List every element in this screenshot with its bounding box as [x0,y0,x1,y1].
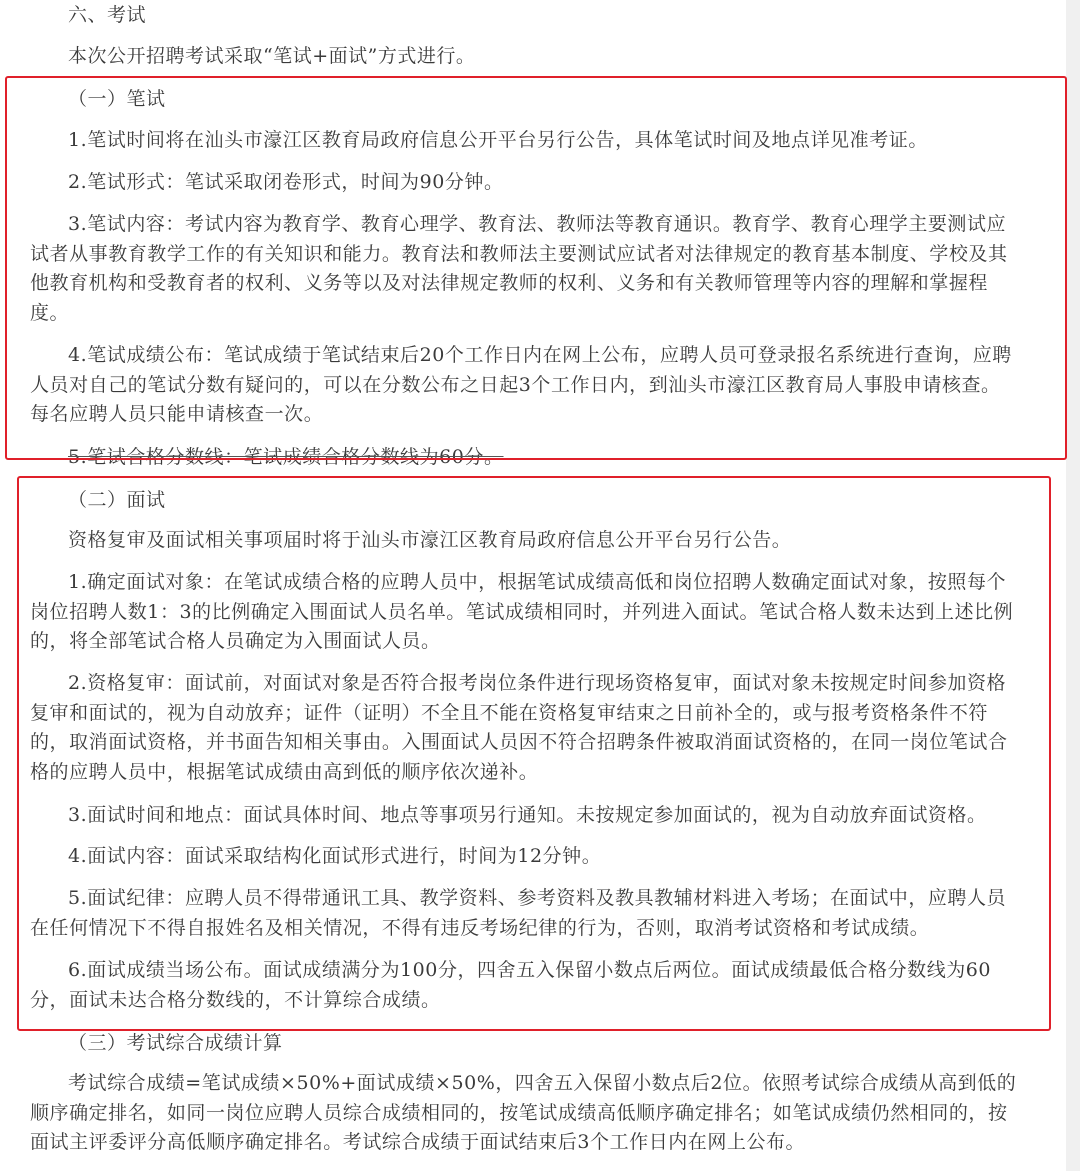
interview-intro: 资格复审及面试相关事项届时将于汕头市濠江区教育局政府信息公开平台另行公告。 [68,529,792,551]
interview-item-2: 2.资格复审：面试前，对面试对象是否符合报考岗位条件进行现场资格复审，面试对象未按规定时间参加资格复审和面试的，视为自动放弃；证件（证明）不全且不能在资格复审结束之日前补全的，或与报考资格条件不符的，取消面试资格，并书面告知相关事由。入围面试人员因不符合招聘条件被取消面试资格的，在同一岗位笔试合格的应聘人员中，根据笔试成绩由高到低的顺序依次递补。 [30,672,1008,784]
written-item-4: 4.笔试成绩公布：笔试成绩于笔试结束后20个工作日内在网上公布，应聘人员可登录报名系统进行查询，应聘人员对自己的笔试分数有疑问的，可以在分数公布之日起3个工作日内，到汕头市濠江区教育局人事股申请核查。每名应聘人员只能申请核查一次。 [30,344,1012,426]
written-item-5: 5.笔试合格分数线：笔试成绩合格分数线为60分。 [68,446,504,468]
interview-item-4: 4.面试内容：面试采取结构化面试形式进行，时间为12分钟。 [68,845,602,867]
interview-item-3: 3.面试时间和地点：面试具体时间、地点等事项另行通知。未按规定参加面试的，视为自动放弃面试资格。 [68,804,987,826]
written-item-2: 2.笔试形式：笔试采取闭卷形式，时间为90分钟。 [68,171,504,193]
interview-item-1: 1.确定面试对象：在笔试成绩合格的应聘人员中，根据笔试成绩高低和岗位招聘人数确定面试对象，按照每个岗位招聘人数1：3的比例确定入围面试人员名单。笔试成绩相同时，并列进入面试。笔试合格人数未达到上述比例的，将全部笔试合格人员确定为入围面试人员。 [30,571,1014,653]
section-heading: 六、考试 [68,4,147,26]
composite-text: 考试综合成绩=笔试成绩×50%+面试成绩×50%，四舍五入保留小数点后2位。依照考试综合成绩从高到低的顺序确定排名，如同一岗位应聘人员综合成绩相同的，按笔试成绩高低顺序确定排名；如笔试成绩仍然相同的，按面试主评委评分高低顺序确定排名。考试综合成绩于面试结束后3个工作日内在网上公布。 [30,1072,1017,1154]
interview-item-5: 5.面试纪律：应聘人员不得带通讯工具、教学资料、参考资料及教具教辅材料进入考场；在面试中，应聘人员在任何情况下不得自报姓名及相关情况，不得有违反考场纪律的行为，否则，取消考试资格和考试成绩。 [30,887,1007,939]
written-item-1: 1.笔试时间将在汕头市濠江区教育局政府信息公开平台另行公告，具体笔试时间及地点详见准考证。 [68,129,928,151]
composite-heading: （三）考试综合成绩计算 [68,1032,283,1054]
interview-item-6: 6.面试成绩当场公布。面试成绩满分为100分，四舍五入保留小数点后两位。面试成绩最低合格分数线为60分，面试未达合格分数线的，不计算综合成绩。 [30,959,992,1011]
interview-heading: （二）面试 [68,489,166,511]
written-exam-heading: （一）笔试 [68,88,166,110]
scrollbar-track [1066,0,1080,1171]
written-item-3: 3.笔试内容：考试内容为教育学、教育心理学、教育法、教师法等教育通识。教育学、教育心理学主要测试应试者从事教育教学工作的有关知识和能力。教育法和教师法主要测试应试者对法律规定的教育基本制度、学校及其他教育机构和受教育者的权利、义务等以及对法律规定教师的权利、义务和有关教师管理等内容的理解和掌握程度。 [30,213,1008,325]
exam-intro: 本次公开招聘考试采取“笔试+面试”方式进行。 [68,45,476,67]
